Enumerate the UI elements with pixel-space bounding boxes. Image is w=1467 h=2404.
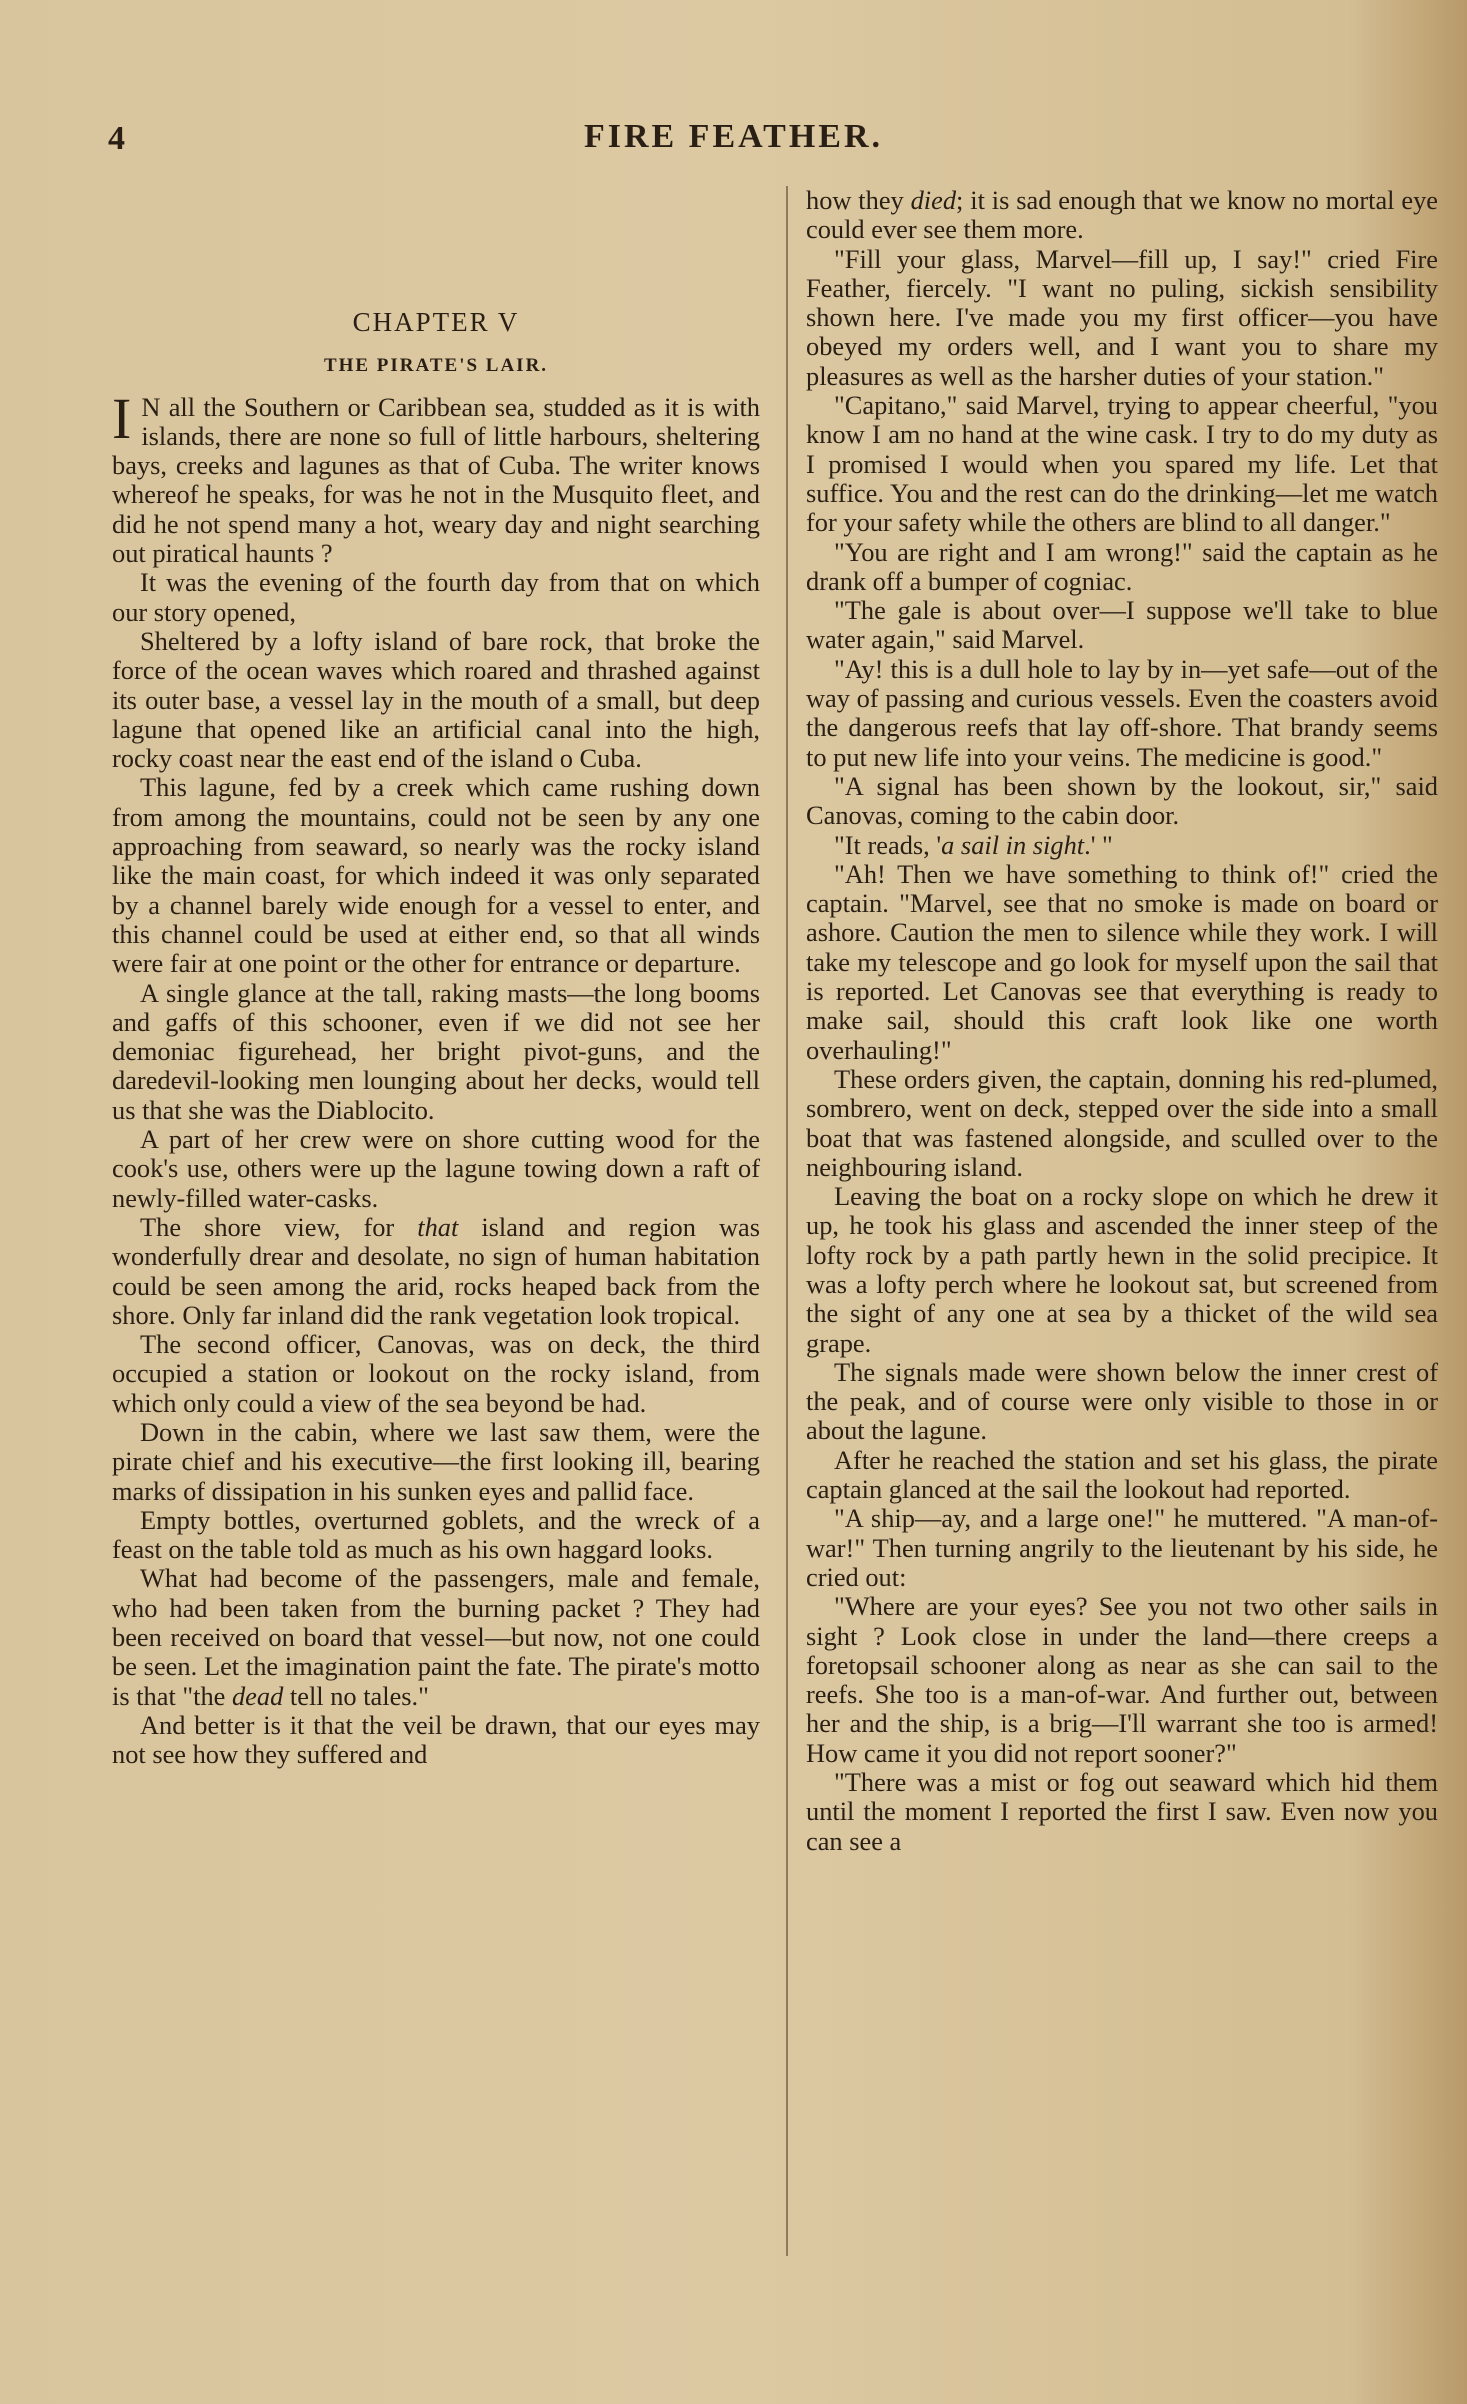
paragraph-text: After he reached the station and set his glass, the pirate captain glanced at the sail the lookout had reported. xyxy=(806,1444,1438,1505)
paragraph xyxy=(806,655,1438,772)
italic-text: a sail in sight xyxy=(941,829,1085,860)
paragraph-text: "Where are your eyes? See you not two other sails in sight ? Look close in under the land—there creeps a foretopsail schooner along as near as she can sail to the reefs. She too is a man-of-war. And further out, between her and the ship, is a brig—I'll warrant she too is armed! How came it you did not report sooner?" xyxy=(806,1591,1438,1768)
paragraph-text: .' " xyxy=(1084,829,1113,860)
paragraph xyxy=(806,538,1438,597)
paragraph-text: This lagune, fed by a creek which came rushing down from among the mountains, could not be seen by any one approaching from seaward, so nearly was the rocky island like the main coast, for which indeed it was only separated by a channel barely wide enough for a vessel to enter, and this channel could be used at either end, so that all winds were fair at one point or the other for entrance or departure. xyxy=(112,772,760,979)
paragraph xyxy=(112,568,760,627)
paragraph-text: N all the Southern or Caribbean sea, studded as it is with islands, there are none so full of little harbours, sheltering bays, creeks and lagunes as that of Cuba. The writer knows whereof he speaks, for was he not in the Musquito fleet, and did he not spend many a hot, weary day and night searching out piratical haunts ? xyxy=(112,391,760,569)
paragraph xyxy=(806,186,1438,245)
drop-cap: I xyxy=(112,385,132,451)
paragraph xyxy=(112,1506,760,1565)
paragraph xyxy=(806,1182,1438,1358)
paragraph-text: A single glance at the tall, raking masts—the long booms and gaffs of this schooner, even if we did not see her demoniac figurehead, her bright pivot-guns, and the daredevil-looking men lounging about her decks, would tell us that she was the Diablocito. xyxy=(112,977,760,1125)
paragraph xyxy=(806,1592,1438,1768)
left-column xyxy=(112,190,760,1770)
paragraph-text: how they xyxy=(806,185,911,215)
italic-text: died xyxy=(910,185,957,215)
paragraph-text: Leaving the boat on a rocky slope on which he drew it up, he took his glass and ascended the inner steep of the lofty rock by a path partly hewn in the solid precipice. It was a lofty perch where he lookout sat, but screened from the sight of any one at sea by a thicket of the wild sea grape. xyxy=(806,1181,1438,1358)
paragraph-text: The shore view, for xyxy=(140,1211,418,1242)
paragraph xyxy=(806,860,1438,1065)
paragraph-text: "Ay! this is a dull hole to lay by in—yet safe—out of the way of passing and curious vessels. Even the coasters avoid the dangerous reefs that lay off-shore. That brandy seems to put new life into your veins. The medicine is good." xyxy=(806,653,1438,772)
italic-text: dead xyxy=(231,1680,284,1711)
paragraph-text: "A ship—ay, and a large one!" he muttered. "A man-of-war!" Then turning angrily to the lieutenant by his side, he cried out: xyxy=(806,1503,1438,1592)
paragraph xyxy=(112,1564,760,1710)
paragraph xyxy=(806,596,1438,655)
paragraph xyxy=(112,773,760,978)
paragraph-text: The signals made were shown below the inner crest of the peak, and of course were only visible to those in or about the lagune. xyxy=(806,1356,1438,1446)
running-head: FIRE FEATHER. xyxy=(583,118,884,155)
paragraph xyxy=(112,1125,760,1213)
paragraph xyxy=(806,1446,1438,1505)
paragraph-text: These orders given, the captain, donning his red-plumed, sombrero, went on deck, stepped over the side into a small boat that was fastened alongside, and sculled over to the neighbouring island. xyxy=(806,1063,1438,1182)
paragraph xyxy=(112,1330,760,1418)
chapter-subtitle: THE PIRATE'S LAIR. xyxy=(323,355,549,377)
paragraph-text: "Capitano," said Marvel, trying to appear cheerful, "you know I am no hand at the wine cask. I try to do my duty as I promised I would when you spared my life. Let that suffice. You and the rest can do the drinking—let me watch for your safety while the others are blind to all danger." xyxy=(806,390,1438,538)
paragraph xyxy=(806,1768,1438,1856)
paragraph xyxy=(112,1418,760,1506)
paragraph xyxy=(806,1065,1438,1182)
paragraph xyxy=(806,1504,1438,1592)
paragraph-text: "Fill your glass, Marvel—fill up, I say!" cried Fire Feather, fiercely. "I want no puling, sickish sensibility shown here. I've made you my first officer—you have obeyed my orders well, and I want you to share my pleasures as well as the harsher duties of your station." xyxy=(806,243,1438,391)
paragraph-text: Empty bottles, overturned goblets, and the wreck of a feast on the table told as much as his own haggard looks. xyxy=(112,1504,760,1565)
italic-text: that xyxy=(417,1211,459,1242)
paragraph xyxy=(806,831,1438,860)
paragraph xyxy=(112,627,760,773)
page-number: 4 xyxy=(108,120,125,157)
paragraph xyxy=(806,391,1438,537)
column-divider xyxy=(786,186,788,2256)
paragraph-text: island and region was wonderfully drear and desolate, no sign of human habitation could be seen among the arid, rocks heaped back from the shore. Only far inland did the rank vegetation look tropical. xyxy=(112,1211,760,1330)
paragraph-text: "The gale is about over—I suppose we'll take to blue water again," said Marvel. xyxy=(806,595,1438,655)
paragraph-text: The second officer, Canovas, was on deck, the third occupied a station or lookout on the rocky island, from which only could a view of the sea beyond be had. xyxy=(112,1329,760,1418)
paragraph-text: Down in the cabin, where we last saw them, were the pirate chief and his executive—the first looking ill, bearing marks of dissipation in his sunken eyes and pallid face. xyxy=(112,1416,760,1506)
paragraph xyxy=(112,979,760,1125)
chapter-title: CHAPTER V xyxy=(352,307,520,337)
paragraph-text: "A signal has been shown by the lookout, sir," said Canovas, coming to the cabin door. xyxy=(806,770,1438,831)
paragraph-text: Sheltered by a lofty island of bare rock, that broke the force of the ocean waves which roared and thrashed against its outer base, a vessel lay in the mouth of a small, but deep lagune that opened like an artificial canal into the high, rocky coast near the east end of the island o Cuba. xyxy=(112,625,760,774)
paragraph xyxy=(806,245,1438,391)
paragraph-text: "Ah! Then we have something to think of!" cried the captain. "Marvel, see that no smoke is made on board or ashore. Caution the men to silence while they work. I will take my telescope and go look for myself upon the sail that is reported. Let Canovas see that everything is ready to make sail, should this craft look like one worth overhauling!" xyxy=(806,858,1438,1065)
paragraph-text: And better is it that the veil be drawn, that our eyes may not see how they suffered and xyxy=(112,1709,760,1770)
paragraph-text: "There was a mist or fog out seaward which hid them until the moment I reported the first I saw. Even now you can see a xyxy=(806,1767,1438,1856)
paragraph xyxy=(112,1213,760,1330)
paragraph xyxy=(112,385,760,569)
paragraph xyxy=(806,772,1438,831)
paragraph-text: "It reads, ' xyxy=(834,829,942,860)
paragraph-text: "You are right and I am wrong!" said the captain as he drank off a bumper of cogniac. xyxy=(806,536,1438,596)
paragraph-text: What had become of the passengers, male and female, who had been taken from the burning packet ? They had been received on board that vessel—but now, not one could be seen. Let the imagination paint the fate. The pirate's motto is that "the xyxy=(112,1563,760,1711)
paragraph xyxy=(806,1358,1438,1446)
right-column xyxy=(806,186,1438,1856)
paragraph xyxy=(112,1711,760,1770)
paragraph-text: tell no tales." xyxy=(283,1680,429,1711)
paragraph-text: ; it is sad enough that we know no mortal eye could ever see them more. xyxy=(806,185,1438,245)
paragraph-text: It was the evening of the fourth day from that on which our story opened, xyxy=(112,567,760,627)
paragraph-text: A part of her crew were on shore cutting wood for the cook's use, others were up the lagune towing down a raft of newly-filled water-casks. xyxy=(112,1124,760,1213)
